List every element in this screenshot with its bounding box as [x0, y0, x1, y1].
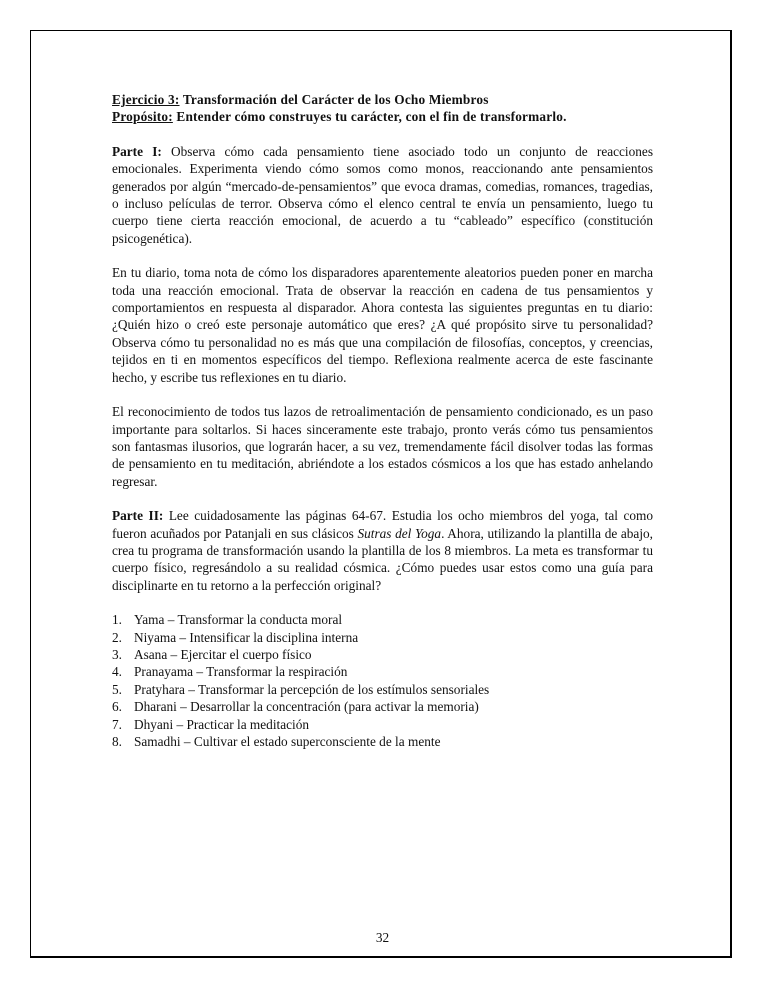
list-item-number: 1.	[112, 612, 122, 628]
list-item	[112, 716, 653, 733]
purpose-text: Entender cómo construyes tu carácter, con el fin de transformarlo.	[176, 109, 567, 125]
list-item-text: Asana – Ejercitar el cuerpo físico	[134, 646, 312, 662]
purpose-label: Propósito:	[112, 109, 173, 125]
part2-label: Parte II:	[112, 508, 164, 524]
part2-text-before: Lee cuidadosamente las páginas 64-67. Estudia los ocho miembros del yoga, tal como fueron acuñados por Patanjali en sus clásicos	[112, 508, 653, 541]
list-item-text: Dharani – Desarrollar la concentración (para activar la memoria)	[134, 699, 479, 715]
list-item	[112, 681, 653, 698]
list-item-text: Yama – Transformar la conducta moral	[134, 612, 343, 628]
exercise-label: Ejercicio 3:	[112, 92, 180, 107]
list-item	[112, 663, 653, 680]
list-item-number: 5.	[112, 681, 122, 697]
exercise-title: Transformación del Carácter de los Ocho Miembros	[182, 92, 489, 107]
part1-label: Parte I:	[112, 143, 162, 159]
part2-paragraph	[112, 507, 653, 594]
list-item-text: Pranayama – Transformar la respiración	[134, 664, 348, 680]
list-item	[112, 646, 653, 663]
part1-text: Observa cómo cada pensamiento tiene asociado todo un conjunto de reacciones emocionales. Experimenta viendo cómo somos como monos, reaccionando ante pensamientos generados por algún “mercado-de-pensamientos” que evoca dramas, comedias, romances, tragedias, o incluso películas de terror. Observa cómo el elenco central te envía un pensamiento, luego tu cuerpo tiene cierta reacción emocional, de acuerdo a tu “cableado” específico (constitución psicogenética).	[112, 143, 653, 246]
list-item	[112, 611, 653, 628]
list-item	[112, 733, 653, 750]
recognition-paragraph: El reconocimiento de todos tus lazos de retroalimentación de pensamiento condicionado, es un paso importante para soltarlos. Si haces sinceramente este trabajo, pronto verás cómo tus pensamientos son fantasmas ilusorios, que lograrán hacer, a su vez, tremendamente fácil disolver todas las formas de pensamiento en tu meditación, abriéndote a los estados cósmicos a los que has estado anhelando regresar.	[112, 404, 653, 489]
list-item	[112, 698, 653, 715]
list-item-number: 8.	[112, 734, 122, 749]
list-item-number: 6.	[112, 699, 122, 715]
list-item-text: Dhyani – Practicar la meditación	[134, 716, 310, 732]
list-item-text: Pratyhara – Transformar la percepción de los estímulos sensoriales	[134, 681, 490, 697]
list-item-number: 2.	[112, 629, 122, 645]
page-number: 32	[375, 930, 390, 945]
list-item	[112, 629, 653, 646]
list-item-text: Niyama – Intensificar la disciplina interna	[134, 629, 359, 645]
list-item-text: Samadhi – Cultivar el estado superconsciente de la mente	[134, 734, 441, 749]
purpose-heading	[112, 108, 653, 125]
exercise-heading	[112, 91, 653, 108]
diary-paragraph: En tu diario, toma nota de cómo los disparadores aparentemente aleatorios pueden poner en marcha toda una reacción emocional. Trata de observar la reacción en cadena de tus pensamientos y comportamientos en respuesta al disparador. Ahora contesta las siguientes preguntas en tu diario: ¿Quién hizo o creó este personaje automático que eres? ¿A qué propósito sirve tu personalidad? Observa cómo tu personalidad no es más que una compilación de filosofías, conceptos, y creencias, tejidos en ti en momentos específicos del tiempo. Reflexiona realmente acerca de este fascinante hecho, y escribe tus reflexiones en tu diario.	[112, 265, 653, 385]
list-item-number: 7.	[112, 716, 122, 732]
part1-paragraph	[112, 143, 653, 247]
part2-text-after: . Ahora, utilizando la plantilla de abajo, crea tu programa de transformación usando la plantilla de los 8 miembros. La meta es transformar tu cuerpo físico, regresándolo a su realidad cósmica. ¿Cómo puedes usar estos como una guía para disciplinarte en tu retorno a la perfección original?	[112, 525, 653, 593]
book-title: Sutras del Yoga	[357, 525, 442, 541]
list-item-number: 3.	[112, 646, 122, 662]
eight-limbs-list	[112, 611, 653, 750]
document-body	[112, 91, 653, 750]
list-item-number: 4.	[112, 664, 122, 680]
